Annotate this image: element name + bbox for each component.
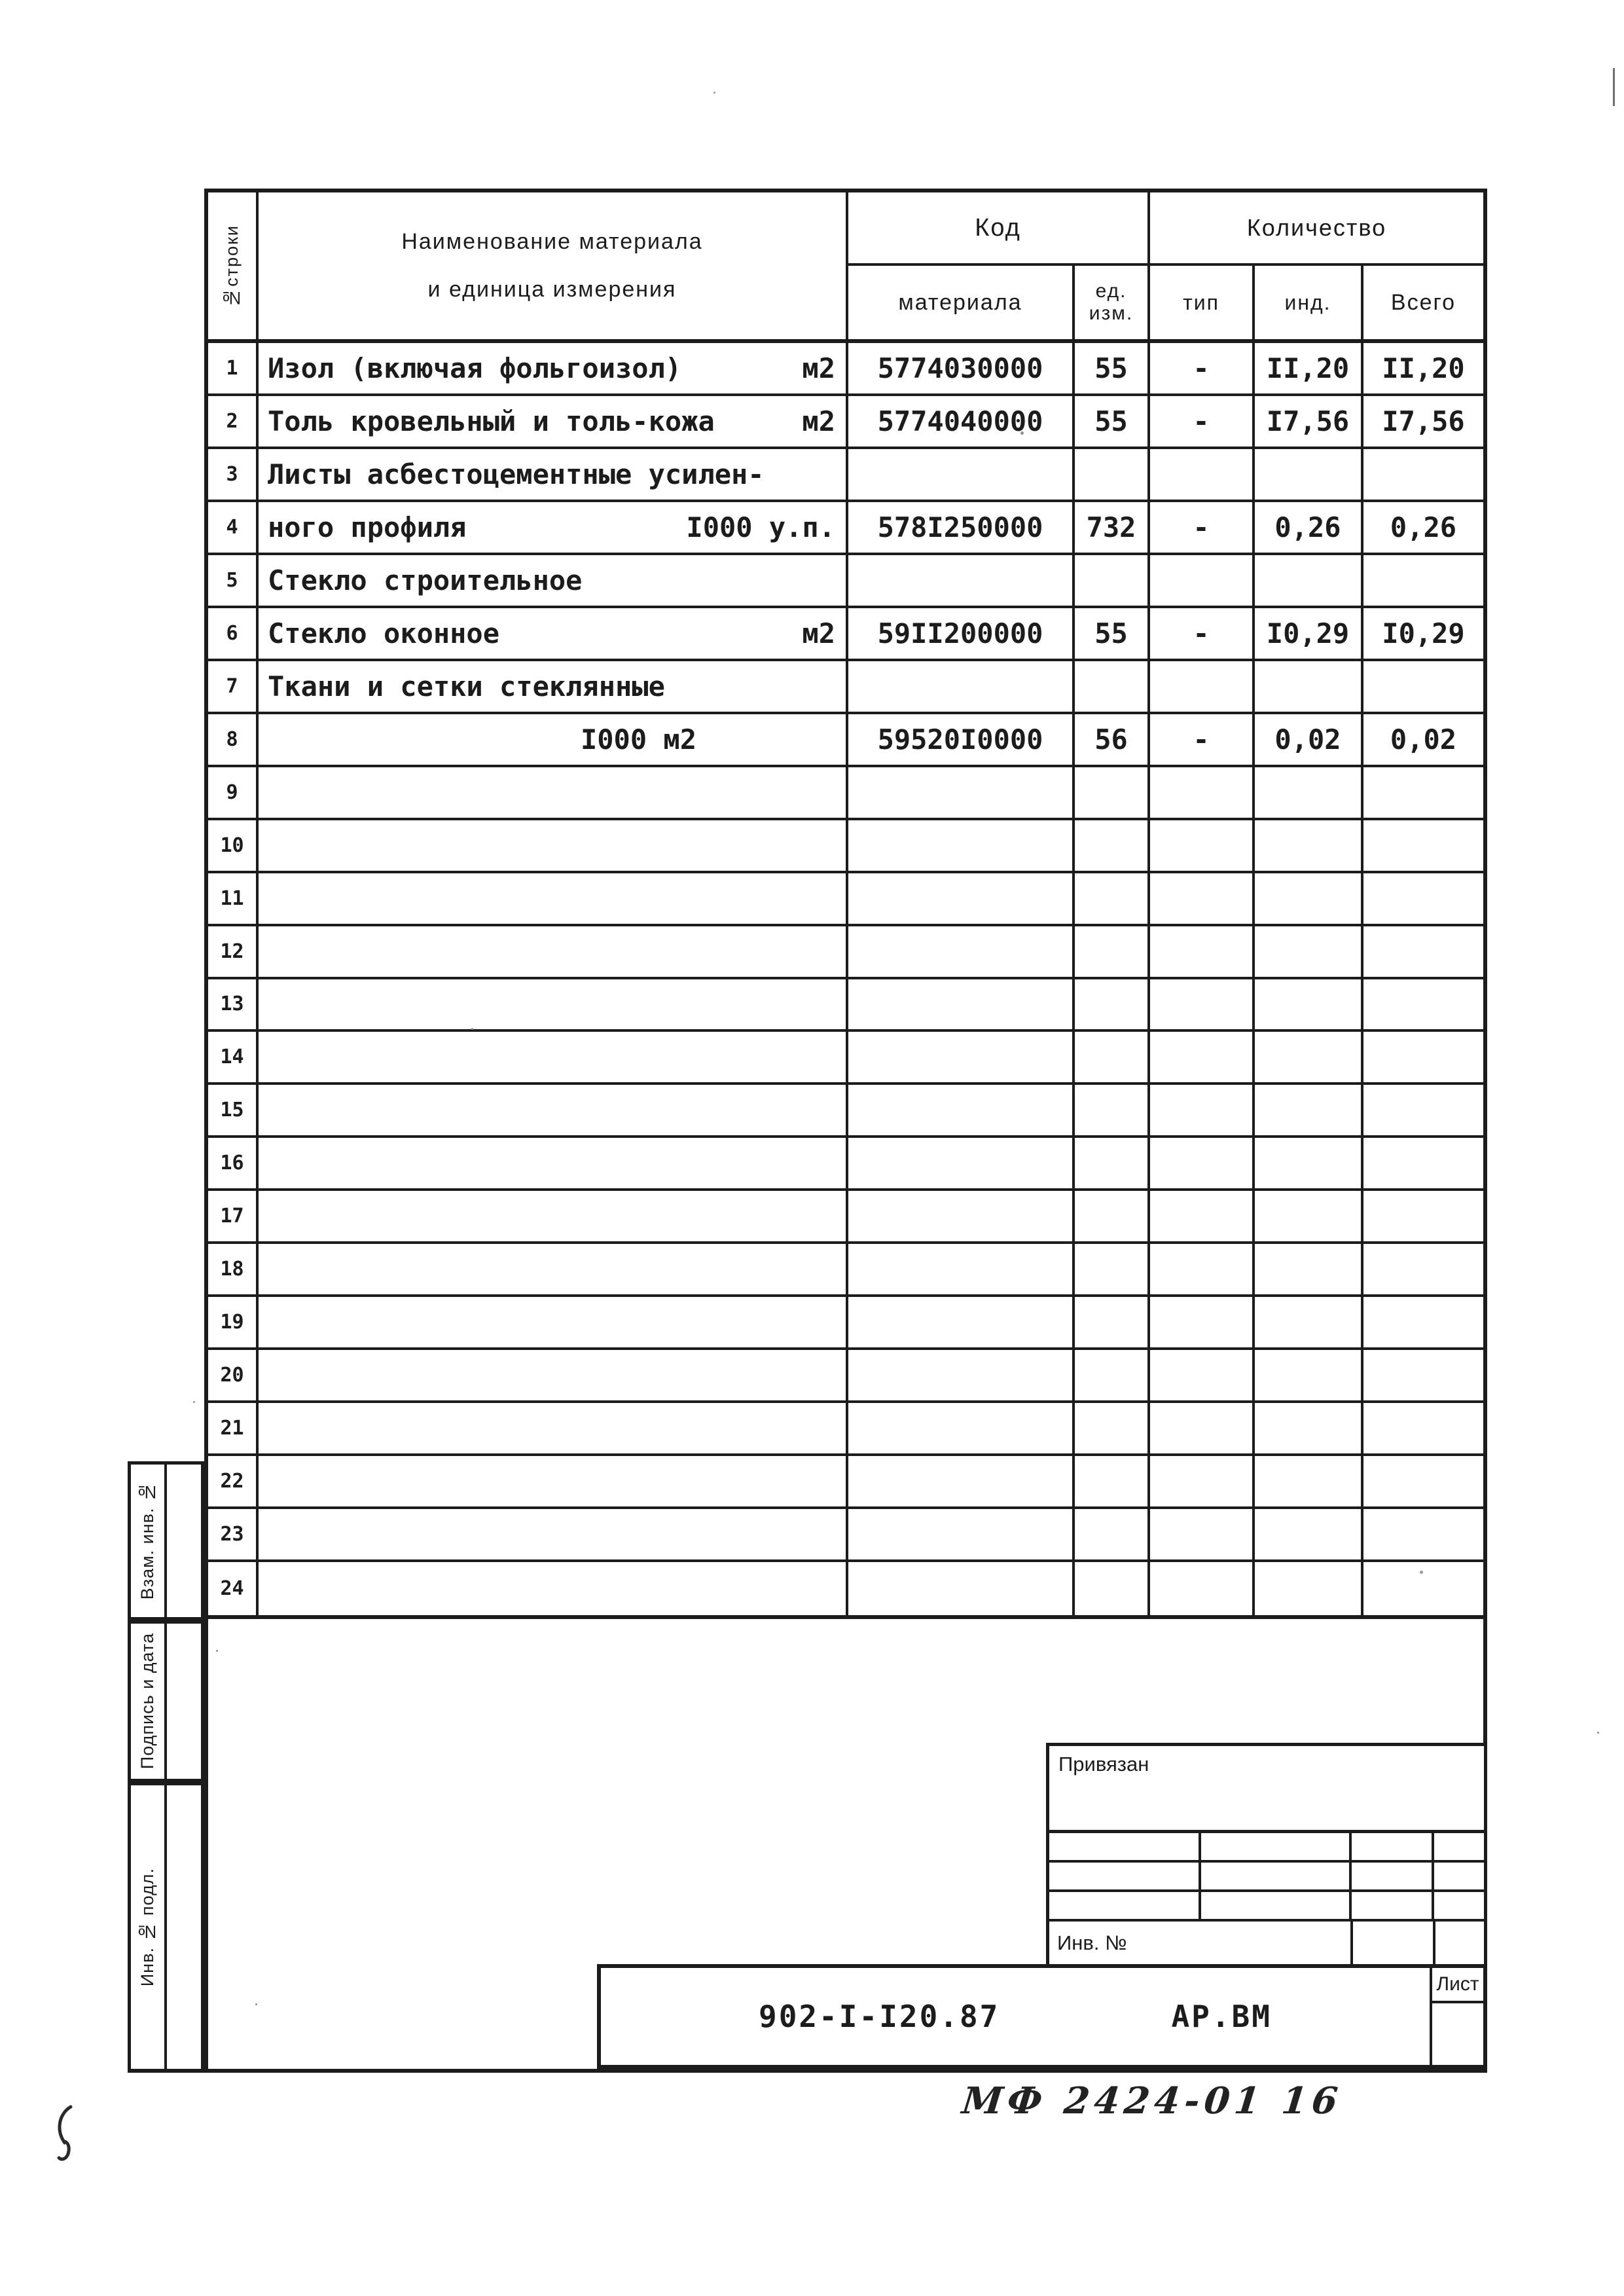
cell-type — [1150, 1085, 1255, 1135]
table-row-5 — [208, 555, 1483, 608]
cell-type — [1150, 1032, 1255, 1082]
sheet-label: Лист — [1432, 1968, 1483, 2003]
cell-ind — [1255, 1191, 1363, 1241]
material-unit: I000 у.п. — [686, 511, 835, 543]
material-name-header-line1: Наименование материала — [401, 229, 703, 254]
table-row-24 — [208, 1562, 1483, 1615]
cell-type — [1150, 1244, 1255, 1294]
cell-total — [1363, 1562, 1483, 1615]
cell-total — [1363, 820, 1483, 871]
material-name: Изол (включая фольгоизол) — [268, 352, 682, 384]
cell-code: 5774040000 — [848, 396, 1075, 446]
cell-code — [848, 767, 1075, 818]
table-row-9 — [208, 767, 1483, 820]
cell-type — [1150, 873, 1255, 924]
cell-unit — [1075, 1456, 1150, 1506]
col-header-type: тип — [1150, 266, 1255, 339]
stamp-signature-date — [128, 1620, 204, 1782]
grid-cell — [1434, 1863, 1484, 1892]
privyazan-grid — [1046, 1833, 1487, 1922]
grid-cell — [1201, 1833, 1352, 1863]
cell-code — [848, 661, 1075, 712]
cell-name — [259, 502, 848, 553]
cell-name — [259, 1032, 848, 1082]
cell-ind — [1255, 1138, 1363, 1188]
cell-num: 6 — [208, 608, 259, 659]
cell-ind — [1255, 1456, 1363, 1506]
table-row-10 — [208, 820, 1483, 873]
table-row-17 — [208, 1191, 1483, 1244]
table-row-4 — [208, 502, 1483, 555]
cell-type — [1150, 1350, 1255, 1400]
cell-unit — [1075, 1297, 1150, 1347]
cell-total — [1363, 1297, 1483, 1347]
unit-header-line1: ед. — [1095, 280, 1127, 302]
cell-type — [1150, 1138, 1255, 1188]
material-name: Толь кровельный и толь-кожа — [268, 405, 715, 437]
materials-table — [204, 189, 1487, 1619]
material-unit: I000 м2 — [580, 723, 696, 756]
col-header-unit — [1075, 266, 1150, 339]
cell-code: 5774030000 — [848, 343, 1075, 393]
cell-code — [848, 1456, 1075, 1506]
cell-name — [259, 343, 848, 393]
col-header-code-group: Код — [848, 192, 1150, 266]
cell-code — [848, 1032, 1075, 1082]
table-row-22 — [208, 1456, 1483, 1509]
cell-unit — [1075, 979, 1150, 1030]
cell-name — [259, 1509, 848, 1559]
cell-num: 11 — [208, 873, 259, 924]
cell-code — [848, 1509, 1075, 1559]
col-header-quantity-group: Количество — [1150, 192, 1483, 266]
cell-unit — [1075, 926, 1150, 977]
cell-name — [259, 1138, 848, 1188]
cell-type — [1150, 555, 1255, 606]
cell-name — [259, 926, 848, 977]
cell-code — [848, 979, 1075, 1030]
sheet-cell — [1432, 1968, 1483, 2065]
cell-num: 16 — [208, 1138, 259, 1188]
table-row-2 — [208, 396, 1483, 449]
cell-unit — [1075, 1562, 1150, 1615]
material-name-header-line2: и единица измерения — [427, 277, 677, 302]
cell-unit — [1075, 555, 1150, 606]
cell-name — [259, 1403, 848, 1453]
col-header-ind: инд. — [1255, 266, 1363, 339]
cell-name — [259, 555, 848, 606]
cell-unit: 55 — [1075, 343, 1150, 393]
cell-name — [259, 1297, 848, 1347]
cell-total — [1363, 1509, 1483, 1559]
cell-code — [848, 1562, 1075, 1615]
cell-code — [848, 926, 1075, 977]
cell-unit — [1075, 449, 1150, 500]
table-row-21 — [208, 1403, 1483, 1456]
cell-unit — [1075, 1244, 1150, 1294]
stamp-vzam-inv-no — [128, 1461, 204, 1620]
cell-type: - — [1150, 502, 1255, 553]
inv-no-row — [1046, 1922, 1487, 1964]
cell-type — [1150, 1191, 1255, 1241]
cell-num: 7 — [208, 661, 259, 712]
cell-total — [1363, 1350, 1483, 1400]
table-row-11 — [208, 873, 1483, 926]
stamp-inv-podl-label-cell — [131, 1785, 167, 2069]
cell-type — [1150, 767, 1255, 818]
stamp-vzam-label: Взам. инв. № — [137, 1482, 157, 1600]
cell-code — [848, 1244, 1075, 1294]
cell-ind — [1255, 449, 1363, 500]
cell-total — [1363, 449, 1483, 500]
scan-edge-artifact — [1613, 68, 1615, 106]
stamp-inv-podl-label: Инв. № подл. — [137, 1868, 157, 1987]
grid-cell — [1352, 1863, 1434, 1892]
cell-code — [848, 1403, 1075, 1453]
cell-ind — [1255, 1085, 1363, 1135]
cell-unit — [1075, 767, 1150, 818]
cell-num: 15 — [208, 1085, 259, 1135]
cell-name — [259, 1085, 848, 1135]
table-row-14 — [208, 1032, 1483, 1085]
table-body — [208, 343, 1483, 1615]
cell-code — [848, 820, 1075, 871]
cell-name — [259, 396, 848, 446]
cell-num: 19 — [208, 1297, 259, 1347]
cell-unit — [1075, 1350, 1150, 1400]
cell-unit — [1075, 1403, 1150, 1453]
cell-type: - — [1150, 396, 1255, 446]
grid-cell — [1201, 1892, 1352, 1922]
grid-cell — [1201, 1863, 1352, 1892]
cell-type — [1150, 1456, 1255, 1506]
cell-name — [259, 608, 848, 659]
material-name: Стекло строительное — [268, 564, 583, 596]
cell-total: I7,56 — [1382, 405, 1465, 437]
table-row-13 — [208, 979, 1483, 1032]
document-code: АР.ВМ — [1171, 1999, 1272, 2034]
cell-ind — [1255, 1509, 1363, 1559]
cell-total: 0,26 — [1390, 511, 1457, 543]
cell-name — [259, 1456, 848, 1506]
row-number-label: №строки — [222, 224, 242, 308]
cell-type: - — [1150, 343, 1255, 393]
table-row-16 — [208, 1138, 1483, 1191]
cell-num: 3 — [208, 449, 259, 500]
cell-name — [259, 661, 848, 712]
cell-type — [1150, 1562, 1255, 1615]
col-header-material-name — [259, 192, 848, 339]
cell-type — [1150, 1509, 1255, 1559]
stamp-signature-blank — [167, 1624, 201, 1779]
table-row-8 — [208, 714, 1483, 767]
cell-ind — [1255, 873, 1363, 924]
grid-cell — [1434, 1833, 1484, 1863]
cell-ind — [1255, 820, 1363, 871]
material-name: Стекло оконное — [268, 617, 500, 649]
privyazan-label: Привязан — [1058, 1753, 1149, 1776]
col-header-material-code: материала — [848, 266, 1075, 339]
material-name: ного профиля — [268, 511, 467, 543]
cell-ind: I7,56 — [1255, 396, 1363, 446]
cell-total — [1363, 661, 1483, 712]
table-header — [208, 192, 1483, 343]
cell-type: - — [1150, 714, 1255, 765]
table-row-1 — [208, 343, 1483, 396]
cell-ind — [1255, 1244, 1363, 1294]
frame-left-line — [204, 1619, 208, 2073]
cell-name — [259, 714, 848, 765]
stamp-inv-no-podl — [128, 1782, 204, 2073]
col-header-row-number — [208, 192, 259, 339]
title-block-main — [601, 1968, 1432, 2065]
cell-ind — [1255, 1350, 1363, 1400]
cell-unit — [1075, 1509, 1150, 1559]
inv-row-divider — [1433, 1922, 1435, 1964]
cell-ind — [1255, 926, 1363, 977]
cell-type — [1150, 926, 1255, 977]
cell-ind — [1255, 767, 1363, 818]
cell-unit — [1075, 1032, 1150, 1082]
cell-code: 59II200000 — [848, 608, 1075, 659]
cell-unit — [1075, 820, 1150, 871]
cell-code — [848, 1138, 1075, 1188]
table-row-15 — [208, 1085, 1483, 1138]
cell-num: 5 — [208, 555, 259, 606]
cell-total — [1363, 1403, 1483, 1453]
inv-no-label: Инв. № — [1057, 1931, 1127, 1954]
table-row-18 — [208, 1244, 1483, 1297]
cell-ind — [1255, 555, 1363, 606]
cell-name — [259, 820, 848, 871]
stamp-signature-label: Подпись и дата — [137, 1633, 157, 1770]
cell-num: 14 — [208, 1032, 259, 1082]
cell-type: - — [1150, 608, 1255, 659]
document-number: 902-I-I20.87 — [759, 1999, 1000, 2034]
cell-code — [848, 555, 1075, 606]
cell-total — [1363, 979, 1483, 1030]
cell-type — [1150, 661, 1255, 712]
cell-num: 17 — [208, 1191, 259, 1241]
cell-num: 4 — [208, 502, 259, 553]
cell-ind — [1255, 979, 1363, 1030]
grid-cell — [1049, 1863, 1201, 1892]
cell-ind — [1255, 1562, 1363, 1615]
cell-code — [848, 1350, 1075, 1400]
cell-num: 1 — [208, 343, 259, 393]
title-block — [597, 1964, 1487, 2069]
cell-ind: 0,26 — [1255, 502, 1363, 553]
cell-type — [1150, 1297, 1255, 1347]
stamp-vzam-label-cell — [131, 1465, 167, 1617]
grid-cell — [1049, 1833, 1201, 1863]
handwritten-note: МФ 2424-01 16 — [960, 2079, 1344, 2123]
cell-num: 12 — [208, 926, 259, 977]
table-row-6 — [208, 608, 1483, 661]
cell-type — [1150, 979, 1255, 1030]
cell-name — [259, 1191, 848, 1241]
cell-ind — [1255, 1032, 1363, 1082]
material-unit: м2 — [802, 617, 835, 649]
cell-total — [1363, 555, 1483, 606]
cell-num: 9 — [208, 767, 259, 818]
grid-cell — [1352, 1892, 1434, 1922]
cell-ind — [1255, 1297, 1363, 1347]
cell-num: 24 — [208, 1562, 259, 1615]
table-row-12 — [208, 926, 1483, 979]
col-header-total: Всего — [1390, 289, 1456, 315]
stamp-vzam-blank — [167, 1465, 201, 1617]
material-unit: м2 — [802, 352, 835, 384]
cell-total — [1363, 1138, 1483, 1188]
cell-unit — [1075, 661, 1150, 712]
material-name: Ткани и сетки стеклянные — [268, 670, 665, 702]
cell-ind: I0,29 — [1255, 608, 1363, 659]
cell-total: 0,02 — [1390, 723, 1457, 756]
cell-total: II,20 — [1382, 352, 1465, 384]
cell-num: 8 — [208, 714, 259, 765]
privyazan-box — [1046, 1743, 1487, 1833]
cell-code — [848, 873, 1075, 924]
cell-code — [848, 1191, 1075, 1241]
cell-name — [259, 1350, 848, 1400]
cell-unit: 56 — [1075, 714, 1150, 765]
cell-total — [1363, 1085, 1483, 1135]
cell-num: 21 — [208, 1403, 259, 1453]
cell-name — [259, 1244, 848, 1294]
cell-ind — [1255, 661, 1363, 712]
cell-unit — [1075, 1191, 1150, 1241]
cell-total — [1363, 767, 1483, 818]
cell-num: 10 — [208, 820, 259, 871]
cell-unit: 55 — [1075, 396, 1150, 446]
cell-name — [259, 1562, 848, 1615]
cell-unit — [1075, 873, 1150, 924]
cell-total — [1363, 1244, 1483, 1294]
cell-name — [259, 449, 848, 500]
cell-ind: 0,02 — [1255, 714, 1363, 765]
cell-name — [259, 873, 848, 924]
table-row-20 — [208, 1350, 1483, 1403]
cell-total — [1363, 1032, 1483, 1082]
cell-num: 13 — [208, 979, 259, 1030]
cell-code: 59520I0000 — [848, 714, 1075, 765]
handwritten-mark — [46, 2103, 92, 2165]
stamp-inv-podl-blank — [167, 1785, 201, 2069]
cell-name — [259, 767, 848, 818]
cell-total — [1363, 1191, 1483, 1241]
cell-code — [848, 1085, 1075, 1135]
cell-num: 18 — [208, 1244, 259, 1294]
cell-unit — [1075, 1085, 1150, 1135]
table-row-3 — [208, 449, 1483, 502]
cell-unit — [1075, 1138, 1150, 1188]
cell-total — [1363, 926, 1483, 977]
cell-num: 23 — [208, 1509, 259, 1559]
cell-type — [1150, 820, 1255, 871]
cell-type — [1150, 449, 1255, 500]
cell-ind: II,20 — [1255, 343, 1363, 393]
unit-header-line2: изм. — [1089, 302, 1134, 324]
scan-noise — [216, 1650, 218, 1652]
cell-num: 20 — [208, 1350, 259, 1400]
grid-cell — [1352, 1833, 1434, 1863]
material-name: Листы асбестоцементные усилен- — [268, 458, 765, 490]
cell-code: 578I250000 — [848, 502, 1075, 553]
cell-num: 22 — [208, 1456, 259, 1506]
cell-type — [1150, 1403, 1255, 1453]
cell-unit: 732 — [1075, 502, 1150, 553]
grid-cell — [1434, 1892, 1484, 1922]
cell-total: I0,29 — [1382, 617, 1465, 649]
grid-cell — [1049, 1892, 1201, 1922]
cell-total — [1363, 873, 1483, 924]
cell-code — [848, 1297, 1075, 1347]
inv-row-divider — [1350, 1922, 1353, 1964]
table-row-23 — [208, 1509, 1483, 1562]
cell-num: 2 — [208, 396, 259, 446]
table-row-19 — [208, 1297, 1483, 1350]
cell-total — [1363, 1456, 1483, 1506]
cell-code — [848, 449, 1075, 500]
cell-name — [259, 979, 848, 1030]
frame-bottom-line — [128, 2069, 1487, 2073]
table-row-7 — [208, 661, 1483, 714]
cell-ind — [1255, 1403, 1363, 1453]
stamp-signature-label-cell — [131, 1624, 167, 1779]
material-unit: м2 — [802, 405, 835, 437]
cell-unit: 55 — [1075, 608, 1150, 659]
